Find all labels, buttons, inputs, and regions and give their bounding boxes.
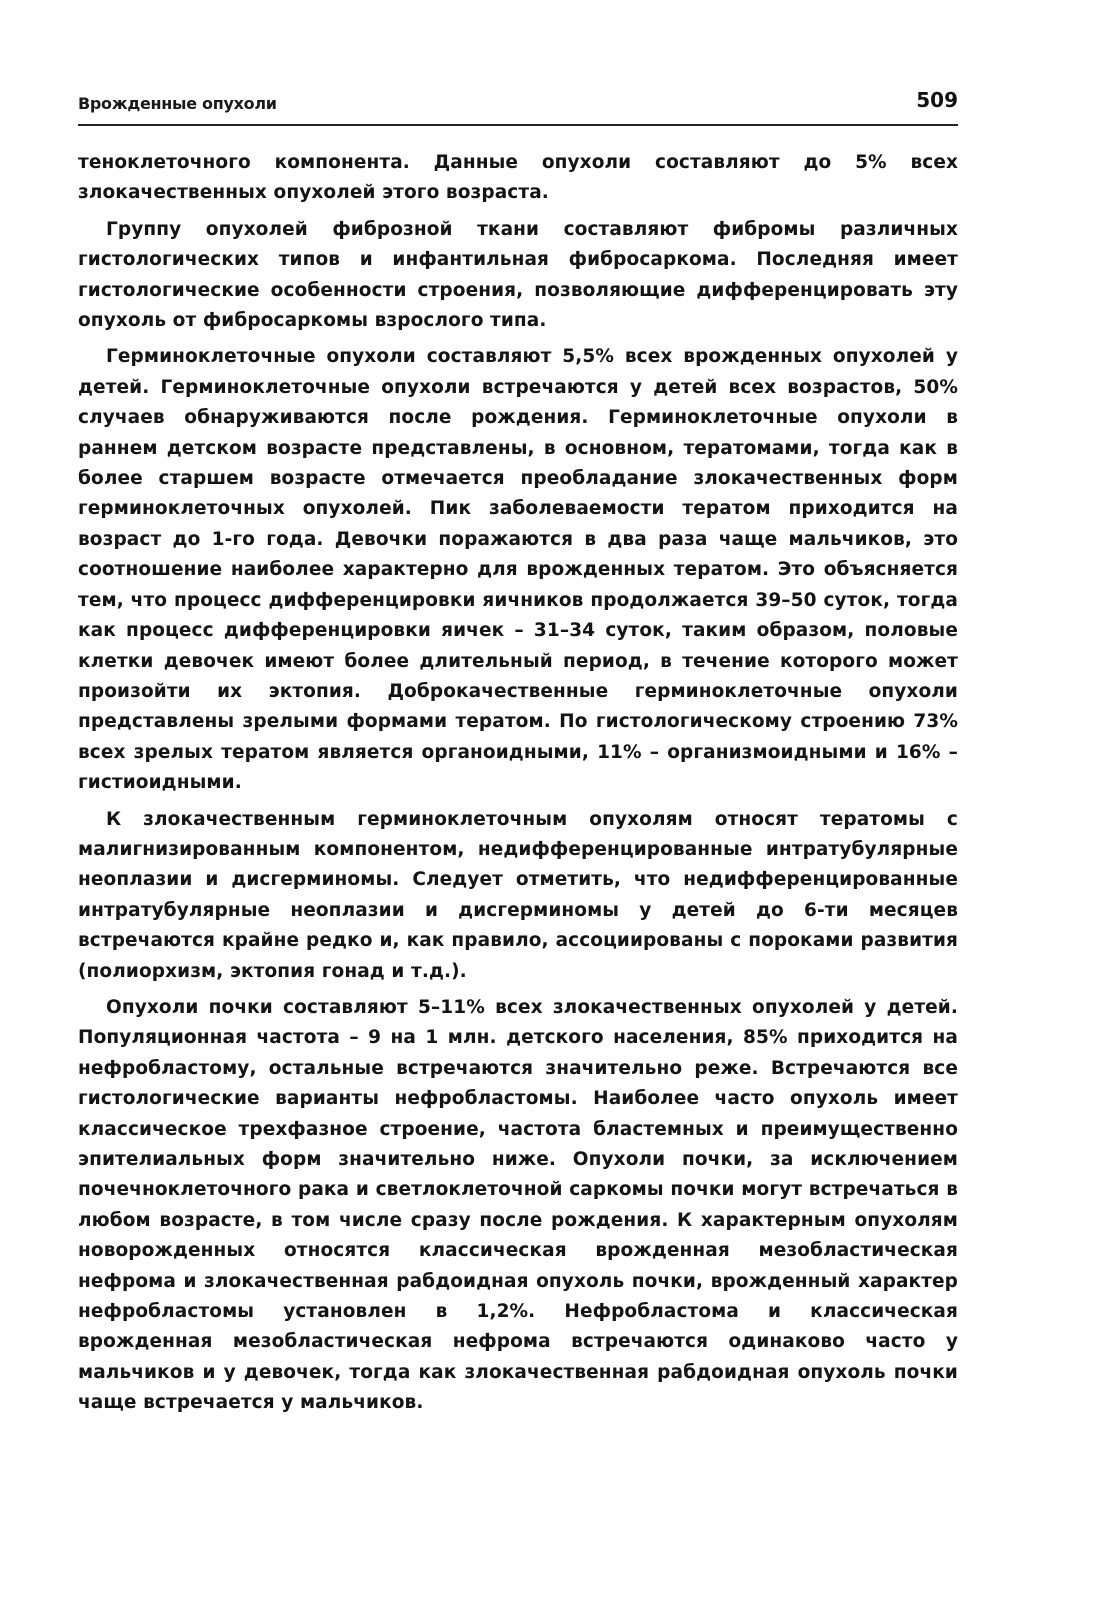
header-rule <box>78 124 958 126</box>
running-title: Врожденные опухоли <box>78 94 277 113</box>
page-number: 509 <box>916 88 958 112</box>
paragraph-continuation: теноклеточного компонента. Данные опухоли составляют до 5% всех злокачественных опухолей этого возраста. <box>78 152 958 204</box>
paragraph-germ-cell-tumors: Герминоклеточные опухоли составляют 5,5% всех врожденных опухолей у детей. Герминоклеточные опухоли встречаются у детей всех возрастов, 50% случаев обнаруживаются после рождения. Герминоклеточные опухоли в раннем детском возрасте представлены, в основном, тератомами, тогда как в более старшем возрасте отмечается преобладание злокачественных форм герминоклеточных опухолей. Пик заболеваемости тератом приходится на возраст до 1-го года. Девочки поражаются в два раза чаще мальчиков, это соотношение наиболее характерно для врожденных тератом. Это объясняется тем, что процесс дифференцировки яичников продолжается 39–50 суток, тогда как процесс дифференцировки яичек – 31–34 суток, таким образом, половые клетки девочек имеют более длительный период, в течение которого может произойти их эктопия. Доброкачественные герминоклеточные опухоли представлены зрелыми формами тератом. По гистологическому строению 73% всех зрелых тератом является органоидными, 11% – организмоидными и 16% – гистиоидными. <box>78 346 958 794</box>
body-text <box>78 148 958 1419</box>
page-header <box>78 86 958 126</box>
paragraph-kidney-tumors: Опухоли почки составляют 5–11% всех злокачественных опухолей у детей. Популяционная частота – 9 на 1 млн. детского населения, 85% приходится на нефробластому, остальные встречаются значительно реже. Встречаются все гистологические варианты нефробластомы. Наиболее часто опухоль имеет классическое трехфазное строение, частота бластемных и преимущественно эпителиальных форм значительно ниже. Опухоли почки, за исключением почечноклеточного рака и светлоклеточной саркомы почки могут встречаться в любом возрасте, в том числе сразу после рождения. К характерным опухолям новорожденных относятся классическая врожденная мезобластическая нефрома и злокачественная рабдоидная опухоль почки, врожденный характер нефробластомы установлен в 1,2%. Нефробластома и классическая врожденная мезобластическая нефрома встречаются одинаково часто у мальчиков и у девочек, тогда как злокачественная рабдоидная опухоль почки чаще встречается у мальчиков. <box>78 996 958 1414</box>
paragraph-fibrous-tumors: Группу опухолей фиброзной ткани составляют фибромы различных гистологических типов и инфантильная фибросаркома. Последняя имеет гистологические особенности строения, позволяющие дифференцировать эту опухоль от фибросаркомы взрослого типа. <box>78 218 958 332</box>
paragraph-malignant-germ-cell: К злокачественным герминоклеточным опухолям относят тератомы с малигнизированным компонентом, недифференцированные интратубулярные неоплазии и дисгерминомы. Следует отметить, что недифференцированные интратубулярные неоплазии и дисгерминомы у детей до 6-ти месяцев встречаются крайне редко и, как правило, ассоциированы с пороками развития (полиорхизм, эктопия гонад и т.д.). <box>78 808 958 982</box>
